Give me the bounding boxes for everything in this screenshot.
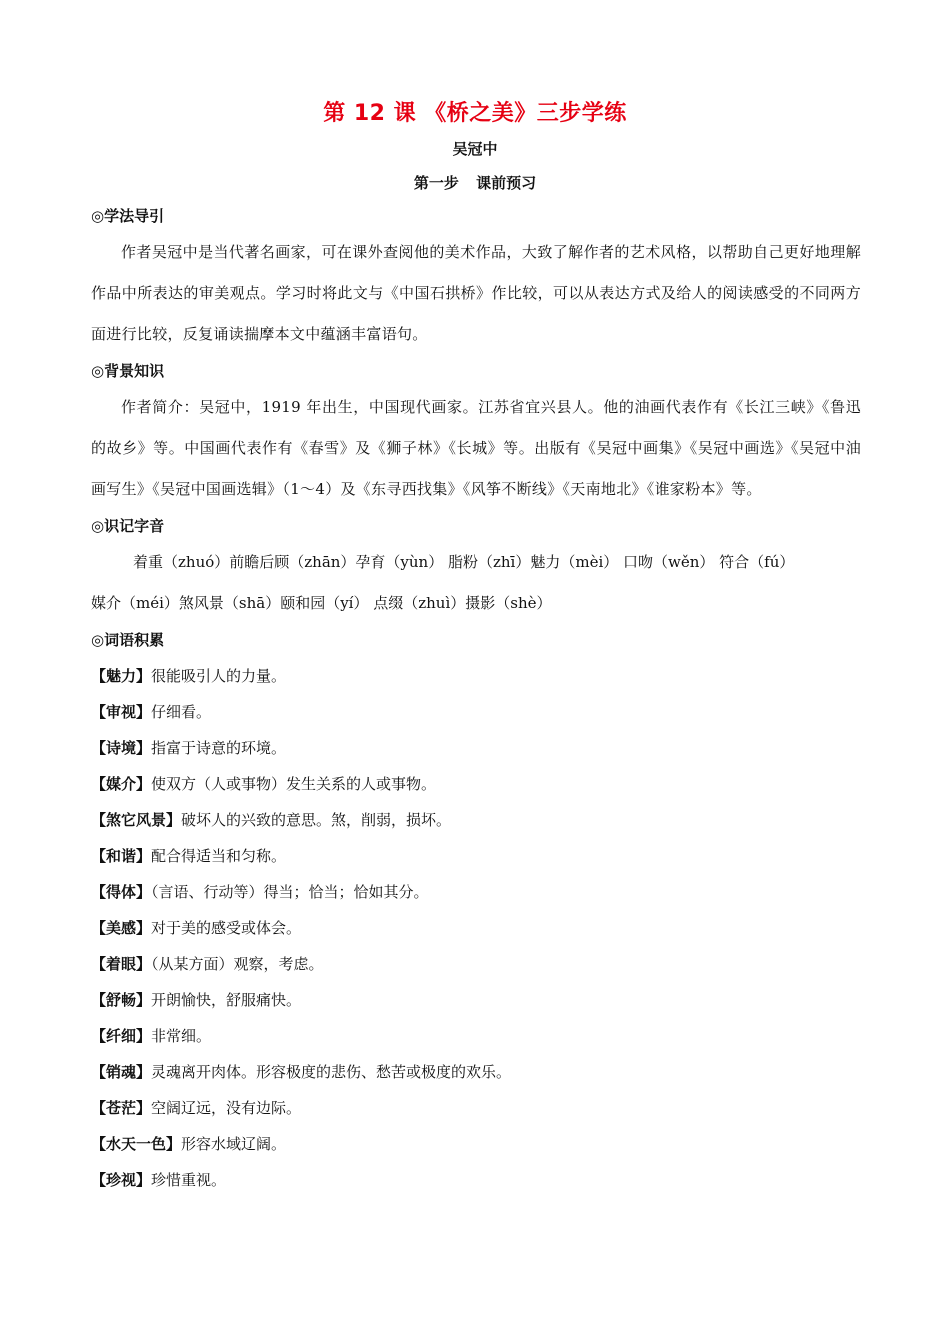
vocabulary-item	[91, 1054, 861, 1090]
vocabulary-item	[91, 730, 861, 766]
vocabulary-term: 【着眼】	[91, 955, 152, 973]
vocabulary-definition: 非常细。	[151, 1027, 212, 1045]
vocabulary-item	[91, 766, 861, 802]
vocabulary-item	[91, 838, 861, 874]
vocabulary-definition: 珍惜重视。	[151, 1171, 227, 1189]
vocabulary-section	[91, 624, 861, 1198]
vocabulary-definition: 使双方（人或事物）发生关系的人或事物。	[151, 775, 437, 793]
vocabulary-item	[91, 1126, 861, 1162]
vocabulary-definition: 仔细看。	[151, 703, 212, 721]
vocabulary-item	[91, 946, 861, 982]
vocabulary-term: 【审视】	[91, 703, 152, 721]
vocabulary-item	[91, 1018, 861, 1054]
vocabulary-item	[91, 694, 861, 730]
vocabulary-term: 【销魂】	[91, 1063, 152, 1081]
vocabulary-definition: 形容水域辽阔。	[181, 1135, 287, 1153]
vocabulary-definition: 开朗愉快，舒服痛快。	[151, 991, 302, 1009]
vocabulary-term: 【媒介】	[91, 775, 152, 793]
lesson-title: 第 12 课 《桥之美》三步学练	[323, 101, 627, 126]
vocabulary-item	[91, 1090, 861, 1126]
pronunciation-line: 媒介（méi）煞风景（shā）颐和园（yí） 点缀（zhuì）摄影（shè）	[91, 594, 552, 612]
vocabulary-definition: 对于美的感受或体会。	[151, 919, 302, 937]
author-name: 吴冠中	[452, 140, 498, 158]
vocabulary-term: 【苍茫】	[91, 1099, 152, 1117]
vocabulary-item	[91, 658, 861, 694]
pronunciation-list	[91, 542, 861, 624]
pronunciation-line: 着重（zhuó）前瞻后顾（zhān）孕育（yùn） 脂粉（zhī）魅力（mèi） 口吻（wěn） 符合（fú）	[133, 553, 795, 571]
vocabulary-item	[91, 802, 861, 838]
section-heading: ◎背景知识	[91, 362, 165, 380]
vocabulary-definition: 破坏人的兴致的意思。煞，削弱，损坏。	[181, 811, 452, 829]
vocabulary-item	[91, 1162, 861, 1198]
section-heading: ◎学法导引	[91, 207, 165, 225]
vocabulary-term: 【诗境】	[91, 739, 152, 757]
method-paragraph: 作者吴冠中是当代著名画家，可在课外查阅他的美术作品，大致了解作者的艺术风格，以帮助自己更好地理解作品中所表达的审美观点。学习时将此文与《中国石拱桥》作比较，可以从表达方式及给人的阅读感受的不同两方面进行比较，反复诵读揣摩本文中蕴涵丰富语句。	[91, 243, 861, 343]
vocabulary-definition: 灵魂离开肉体。形容极度的悲伤、愁苦或极度的欢乐。	[151, 1063, 512, 1081]
vocabulary-term: 【舒畅】	[91, 991, 152, 1009]
vocabulary-item	[91, 874, 861, 910]
vocabulary-definition: 配合得适当和匀称。	[151, 847, 287, 865]
vocabulary-item	[91, 910, 861, 946]
vocabulary-term: 【水天一色】	[91, 1135, 182, 1153]
background-section	[91, 355, 861, 510]
vocabulary-definition: 空阔辽远，没有边际。	[151, 1099, 302, 1117]
background-paragraph: 作者简介：吴冠中，1919 年出生，中国现代画家。江苏省宜兴县人。他的油画代表作有《长江三峡》《鲁迅的故乡》等。中国画代表作有《春雪》及《狮子林》《长城》等。出版有《吴冠中画集》《吴冠中画选》《吴冠中油画写生》《吴冠中国画选辑》（1～4）及《东寻西找集》《风筝不断线》《天南地北》《谁家粉本》等。	[91, 398, 861, 498]
pronunciation-section	[91, 510, 861, 624]
vocabulary-term: 【煞它风景】	[91, 811, 182, 829]
vocabulary-definition: （言语、行动等）得当；恰当；恰如其分。	[151, 883, 429, 901]
content-body	[91, 200, 861, 1198]
section-heading: ◎识记字音	[91, 517, 165, 535]
step-heading: 第一步 课前预习	[413, 174, 537, 192]
section-heading: ◎词语积累	[91, 631, 165, 649]
vocabulary-definition: （从某方面）观察，考虑。	[151, 955, 324, 973]
vocabulary-term: 【美感】	[91, 919, 152, 937]
vocabulary-definition: 很能吸引人的力量。	[151, 667, 287, 685]
vocabulary-term: 【纤细】	[91, 1027, 152, 1045]
method-section	[91, 200, 861, 355]
vocabulary-term: 【和谐】	[91, 847, 152, 865]
vocabulary-list	[91, 658, 861, 1198]
vocabulary-term: 【得体】	[91, 883, 152, 901]
vocabulary-definition: 指富于诗意的环境。	[151, 739, 287, 757]
vocabulary-term: 【魅力】	[91, 667, 152, 685]
vocabulary-term: 【珍视】	[91, 1171, 152, 1189]
vocabulary-item	[91, 982, 861, 1018]
